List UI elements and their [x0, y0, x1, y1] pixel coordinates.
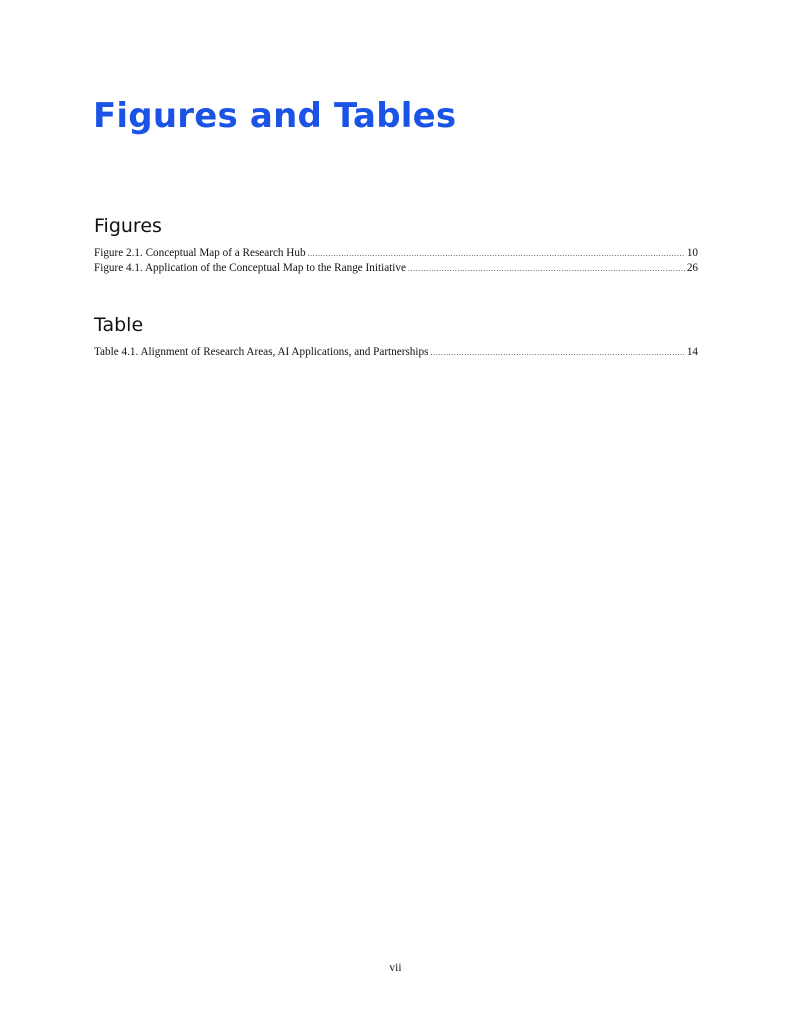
tables-list — [94, 345, 698, 360]
dot-leader — [308, 246, 685, 261]
dot-leader — [408, 261, 685, 276]
toc-entry-label: Table 4.1. Alignment of Research Areas, AI Applications, and Partnerships — [94, 346, 429, 358]
page-number: vii — [389, 962, 402, 974]
toc-entry-label: Figure 4.1. Application of the Conceptual Map to the Range Initiative — [94, 262, 406, 274]
dot-leader — [430, 345, 684, 360]
figures-list — [94, 246, 698, 276]
page-title: Figures and Tables — [93, 96, 457, 136]
toc-entry-figure-4-1[interactable] — [94, 261, 698, 276]
toc-entry-page: 14 — [686, 346, 698, 358]
toc-entry-label: Figure 2.1. Conceptual Map of a Research Hub — [94, 247, 306, 259]
figures-heading: Figures — [94, 215, 162, 237]
toc-entry-figure-2-1[interactable] — [94, 246, 698, 261]
toc-entry-table-4-1[interactable] — [94, 345, 698, 360]
toc-entry-page: 10 — [686, 247, 698, 259]
table-heading: Table — [94, 314, 144, 336]
toc-entry-page: 26 — [686, 262, 698, 274]
